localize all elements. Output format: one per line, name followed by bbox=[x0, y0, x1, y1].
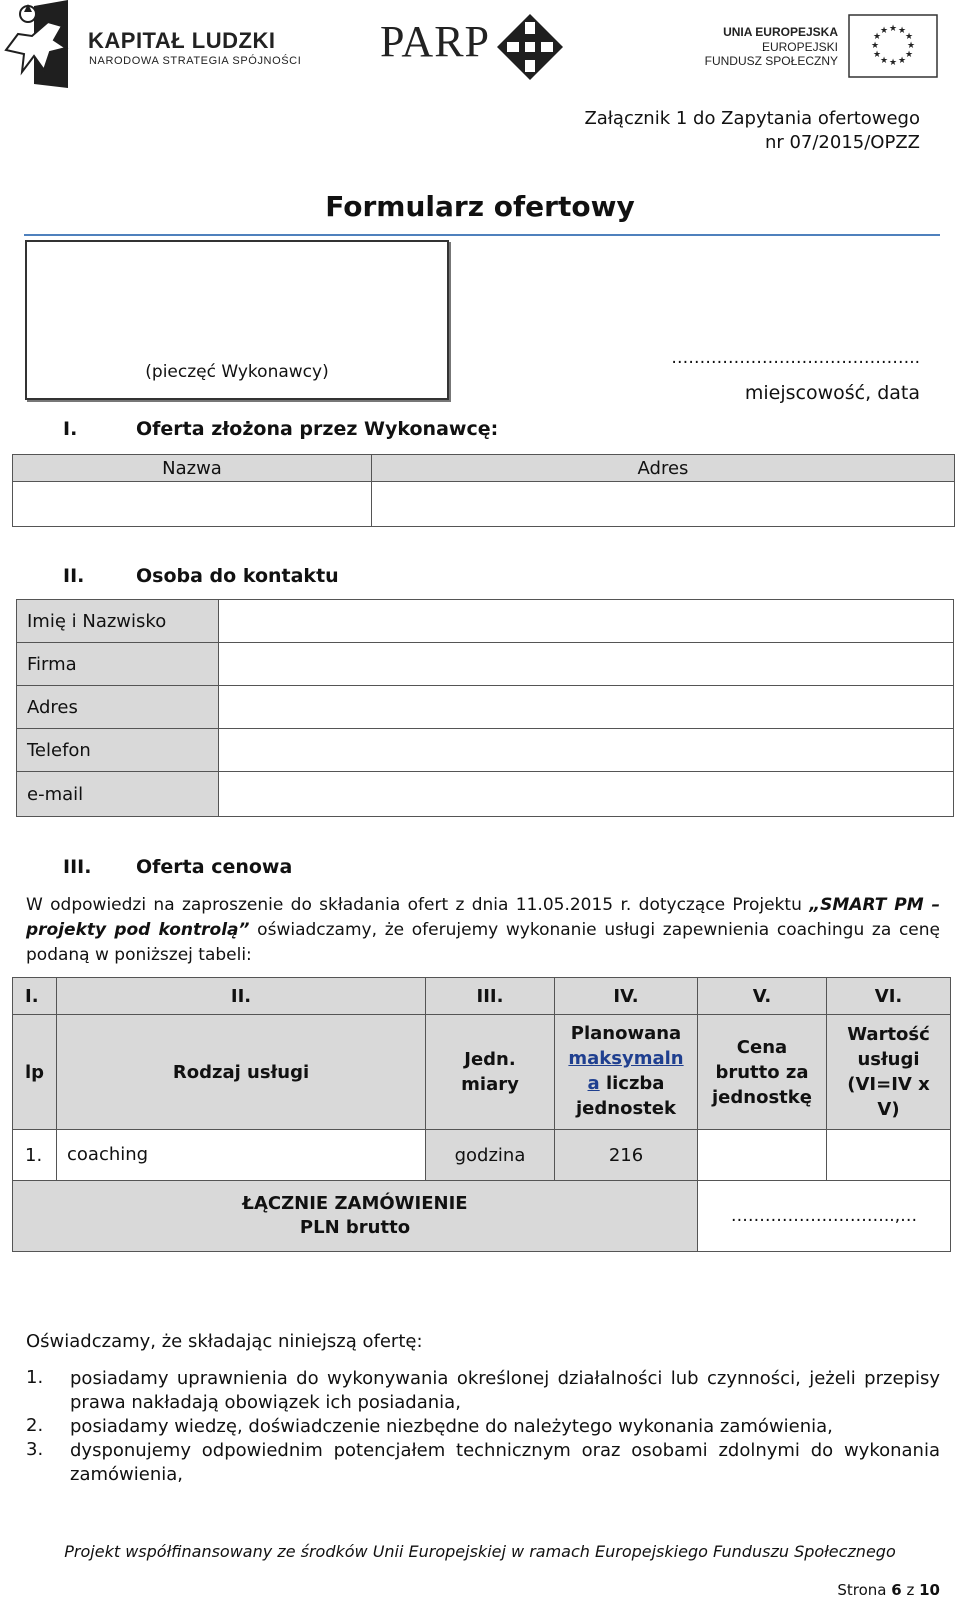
eu-flag-icon bbox=[848, 14, 938, 78]
section1-title: Oferta złożona przez Wykonawcę: bbox=[136, 418, 499, 440]
header-quantity bbox=[554, 1014, 698, 1130]
header-value: Wartość usługi (VI=IV x V) bbox=[826, 1014, 951, 1130]
roman-col-2: II. bbox=[56, 977, 426, 1015]
col-name-header: Nazwa bbox=[12, 454, 372, 482]
contact-value-name[interactable] bbox=[218, 599, 954, 643]
declaration-item-3-num: 3. bbox=[26, 1439, 44, 1460]
col-address-header: Adres bbox=[371, 454, 955, 482]
header-price: Cena brutto za jednostkę bbox=[697, 1014, 827, 1130]
intro-text-pre: W odpowiedzi na zaproszenie do składania ofert z dnia 11.05.2015 r. dotyczące Projektu bbox=[26, 895, 810, 915]
contact-value-email[interactable] bbox=[218, 771, 954, 817]
declaration-item-2-text: posiadamy wiedzę, doświadczenie niezbędne do należytego wykonania zamówienia, bbox=[70, 1416, 833, 1437]
section3-intro bbox=[26, 893, 940, 968]
header-qty-line3 bbox=[555, 1071, 697, 1096]
svg-text:★: ★ bbox=[904, 32, 914, 42]
name-value-cell[interactable] bbox=[12, 481, 372, 527]
page-total: 10 bbox=[919, 1581, 940, 1599]
svg-text:★: ★ bbox=[906, 41, 916, 51]
declaration-item-1-text: posiadamy uprawnienia do wykonywania określonej działalności lub czynności, jeżeli przepisy prawa nakładają obowiązek ich posiadania, bbox=[70, 1368, 940, 1413]
header-qty-line3b: liczba bbox=[599, 1073, 665, 1094]
attachment-line1: Załącznik 1 do Zapytania ofertowego bbox=[584, 108, 920, 129]
kapital-ludzki-logo bbox=[4, 0, 304, 90]
parp-logo bbox=[380, 12, 570, 82]
stamp-box bbox=[25, 240, 449, 400]
parp-emblem-icon bbox=[495, 12, 565, 82]
roman-col-6: VI. bbox=[826, 977, 951, 1015]
section2-title: Osoba do kontaktu bbox=[136, 565, 339, 587]
header-qty-line2: maksymaln bbox=[568, 1048, 684, 1069]
stamp-label: (pieczęć Wykonawcy) bbox=[145, 362, 329, 382]
contact-label-name: Imię i Nazwisko bbox=[16, 599, 219, 643]
header-qty-line1: Planowana bbox=[570, 1023, 682, 1044]
header-service: Rodzaj usługi bbox=[56, 1014, 426, 1130]
svg-text:★: ★ bbox=[888, 24, 898, 34]
contact-label-company: Firma bbox=[16, 642, 219, 686]
row-service: coaching bbox=[56, 1129, 426, 1181]
place-date-dots: …………………………………….. bbox=[671, 348, 920, 368]
logo-left-subtitle: NARODOWA STRATEGIA SPÓJNOŚCI bbox=[89, 55, 302, 67]
page-of: z bbox=[906, 1581, 915, 1599]
total-label-line1: ŁĄCZNIE ZAMÓWIENIE bbox=[242, 1193, 468, 1214]
contact-value-company[interactable] bbox=[218, 642, 954, 686]
declaration-item-3-text: dysponujemy odpowiednim potencjałem technicznym oraz osobami zdolnymi do wykonania zamówienia, bbox=[70, 1440, 940, 1485]
total-label bbox=[12, 1180, 698, 1252]
header-unit: Jedn. miary bbox=[425, 1014, 555, 1130]
total-label-line2: PLN brutto bbox=[299, 1217, 411, 1238]
svg-text:★: ★ bbox=[897, 26, 907, 36]
svg-text:★: ★ bbox=[897, 56, 907, 66]
contact-label-email: e-mail bbox=[16, 771, 219, 817]
section2-number: II. bbox=[63, 565, 85, 587]
page-number bbox=[837, 1581, 940, 1599]
parp-logo-text: PARP bbox=[380, 17, 491, 66]
page-current: 6 bbox=[891, 1581, 902, 1599]
header-qty-line3a: a bbox=[587, 1073, 600, 1094]
footer-funding: Projekt współfinansowany ze środków Unii Europejskiej w ramach Europejskiego Funduszu Społecznego bbox=[64, 1542, 896, 1561]
eu-line1: UNIA EUROPEJSKA bbox=[723, 25, 838, 39]
title-rule bbox=[24, 234, 940, 236]
section3-number: III. bbox=[63, 856, 92, 878]
page-word: Strona bbox=[837, 1581, 887, 1599]
address-value-cell[interactable] bbox=[371, 481, 955, 527]
place-date-label: miejscowość, data bbox=[744, 382, 920, 404]
declaration-item-1-num: 1. bbox=[26, 1367, 44, 1388]
kapital-ludzki-emblem-icon bbox=[4, 0, 74, 88]
row-lp: 1. bbox=[12, 1129, 57, 1181]
roman-col-4: IV. bbox=[554, 977, 698, 1015]
declaration-intro: Oświadczamy, że składając niniejszą ofertę: bbox=[26, 1331, 423, 1352]
logo-left-title: KAPITAŁ LUDZKI bbox=[88, 28, 276, 53]
svg-text:★: ★ bbox=[872, 50, 882, 60]
svg-text:★: ★ bbox=[879, 26, 889, 36]
roman-col-3: III. bbox=[425, 977, 555, 1015]
svg-text:★: ★ bbox=[888, 58, 898, 68]
eu-line3: FUNDUSZ SPOŁECZNY bbox=[704, 54, 838, 68]
contact-value-phone[interactable] bbox=[218, 728, 954, 772]
svg-text:★: ★ bbox=[904, 50, 914, 60]
row-price[interactable] bbox=[697, 1129, 827, 1181]
header-qty-line4: jednostek bbox=[576, 1098, 676, 1119]
intro-text-post: oświadczamy, że oferujemy wykonanie usługi zapewnienia coachingu za cenę podaną w poniższej tabeli: bbox=[26, 920, 941, 965]
intro-project-name: „SMART PM – projekty pod kontrolą” bbox=[26, 895, 940, 940]
contact-label-address: Adres bbox=[16, 685, 219, 729]
attachment-line2: nr 07/2015/OPZZ bbox=[764, 132, 920, 153]
eu-line2: EUROPEJSKI bbox=[761, 40, 838, 54]
contact-value-address[interactable] bbox=[218, 685, 954, 729]
section3-title: Oferta cenowa bbox=[136, 856, 293, 878]
header-lp: lp bbox=[12, 1014, 57, 1130]
contact-label-phone: Telefon bbox=[16, 728, 219, 772]
svg-text:★: ★ bbox=[872, 32, 882, 42]
eu-logo bbox=[700, 14, 940, 80]
total-value[interactable]: ………………………..,… bbox=[697, 1180, 951, 1252]
row-unit: godzina bbox=[425, 1129, 555, 1181]
declaration-item-2-num: 2. bbox=[26, 1415, 44, 1436]
roman-col-5: V. bbox=[697, 977, 827, 1015]
page-title: Formularz ofertowy bbox=[325, 190, 635, 223]
svg-text:★: ★ bbox=[870, 41, 880, 51]
row-value[interactable] bbox=[826, 1129, 951, 1181]
row-quantity: 216 bbox=[554, 1129, 698, 1181]
section1-number: I. bbox=[63, 418, 78, 440]
roman-col-1: I. bbox=[12, 977, 57, 1015]
svg-text:★: ★ bbox=[879, 56, 889, 66]
